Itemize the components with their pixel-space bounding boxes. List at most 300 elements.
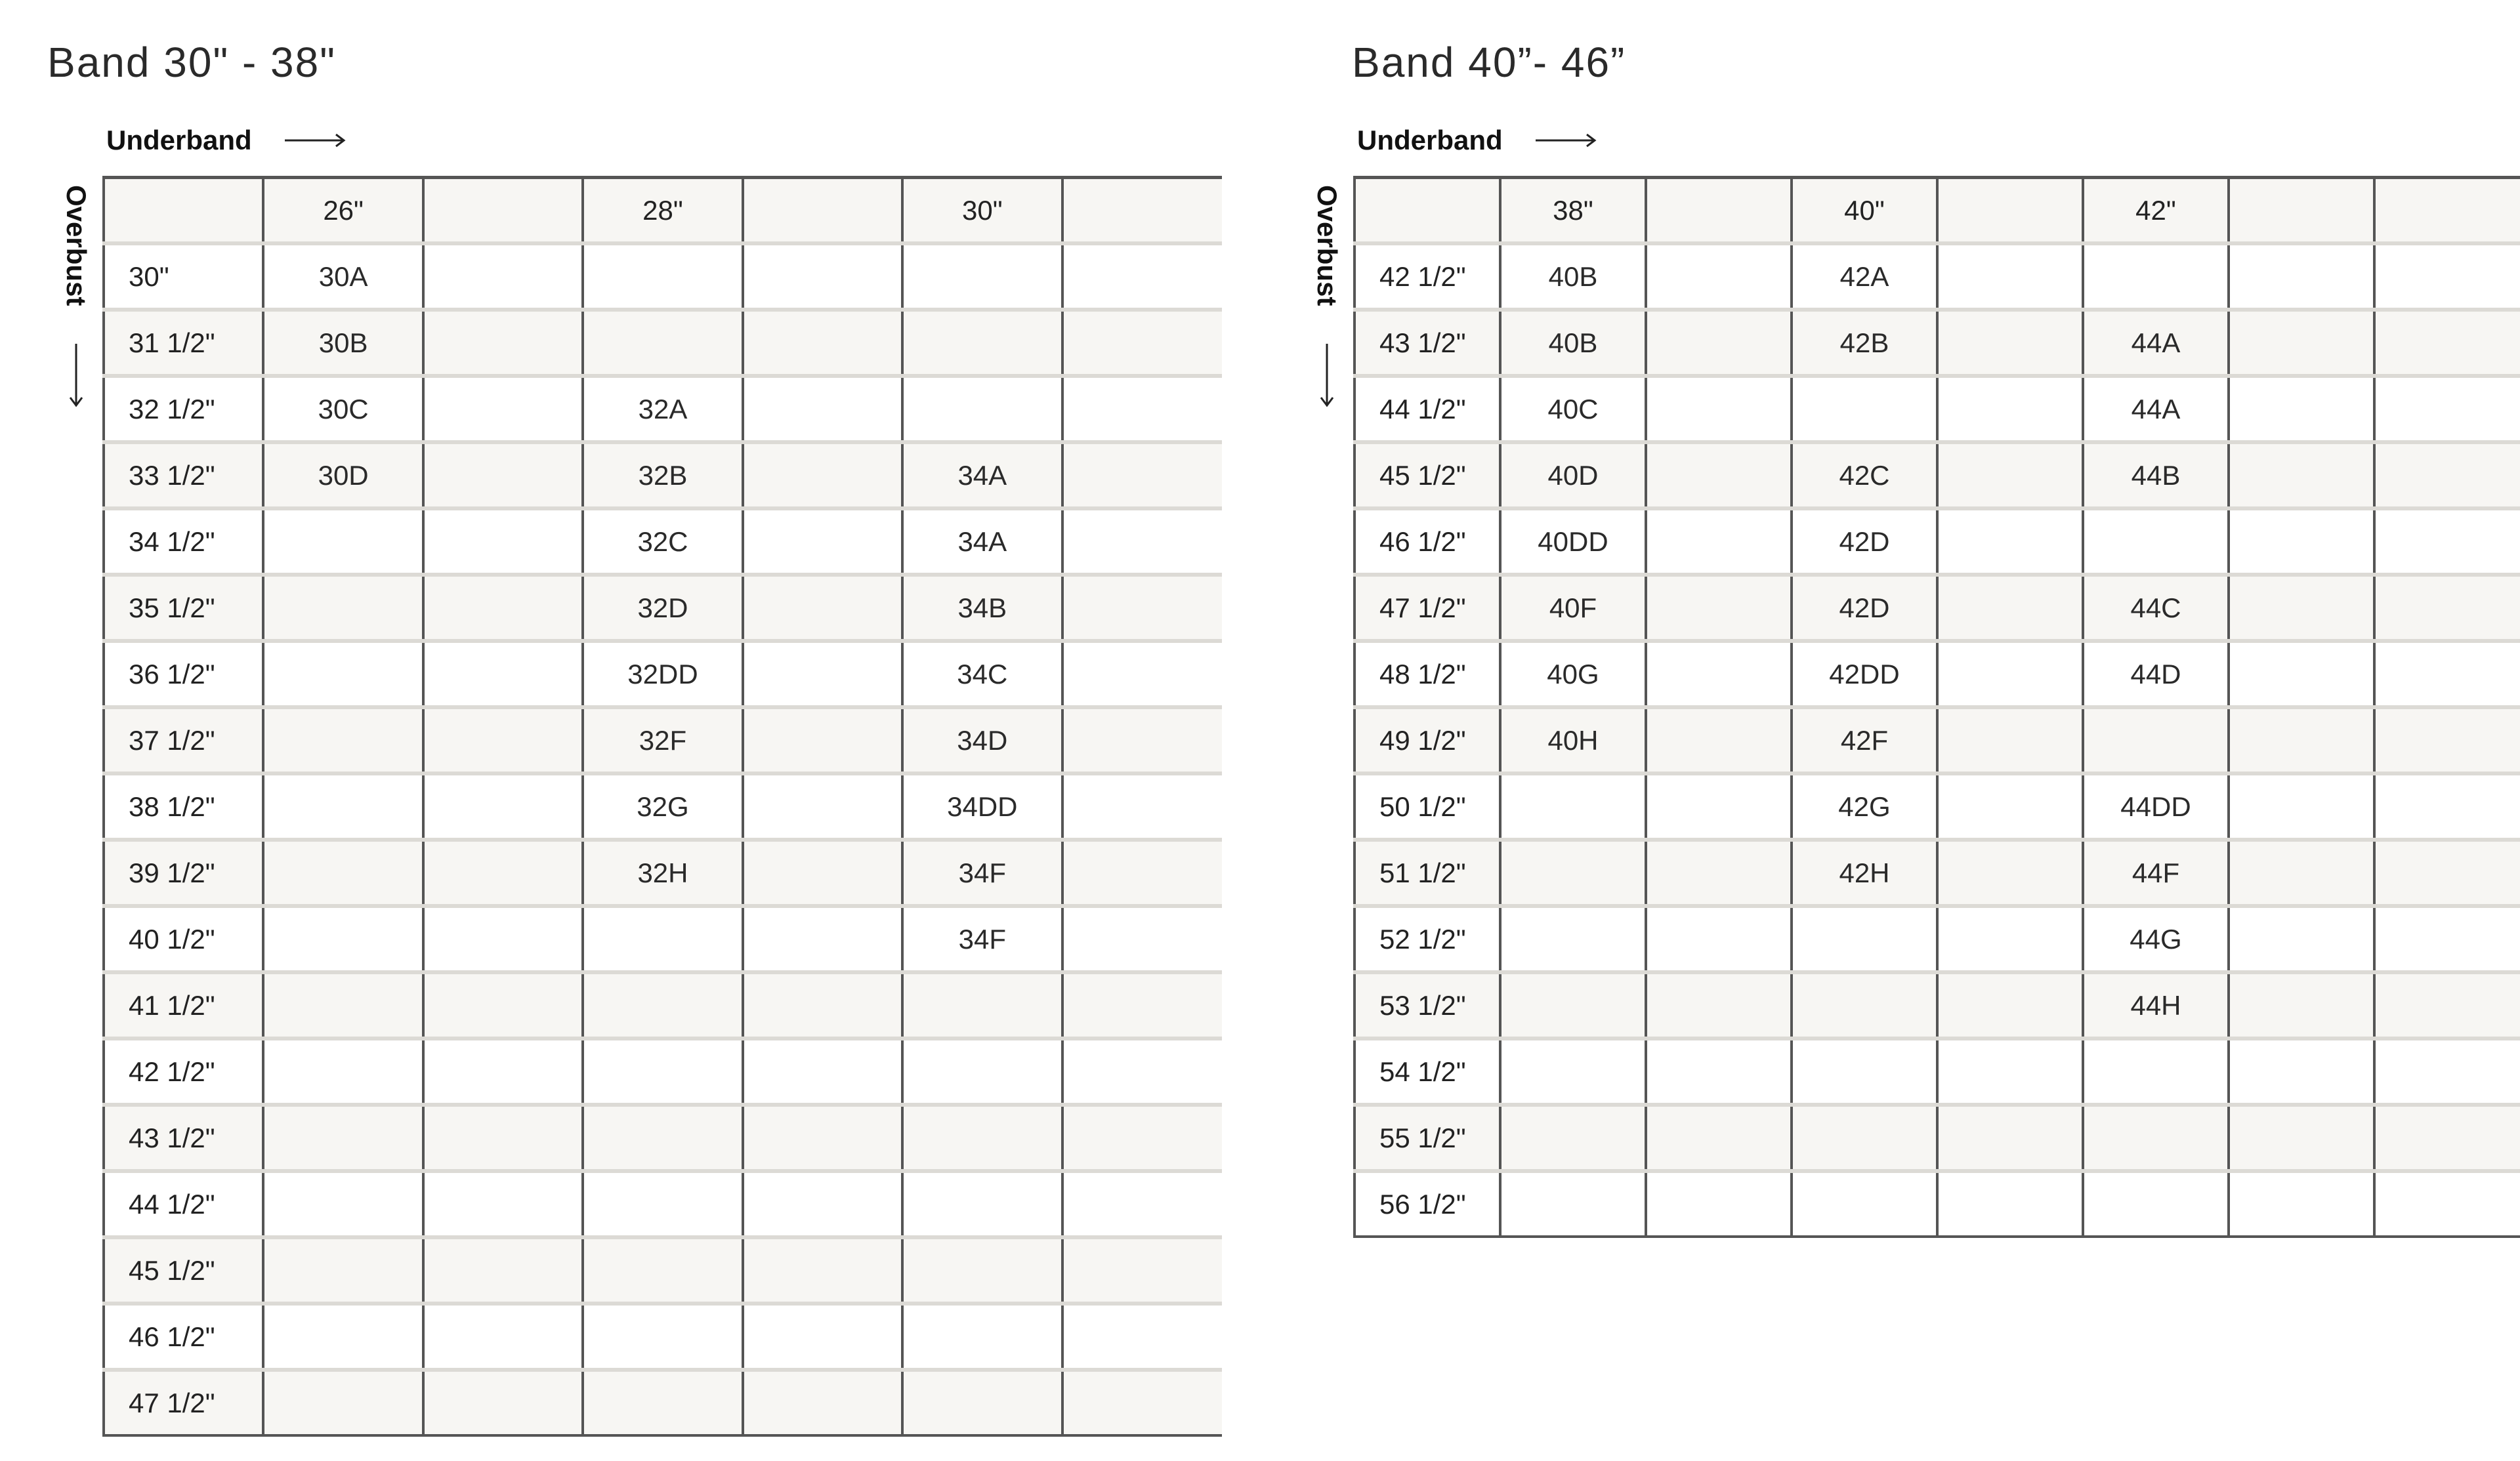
size-cell [583,1171,742,1237]
size-cell: 32C [583,508,742,575]
underband-header-cell [1062,178,1222,244]
size-cell: 30B [263,310,423,376]
underband-axis [106,125,346,156]
size-cell [2374,243,2520,310]
size-cell [1646,840,1792,906]
size-cell [1646,1171,1792,1237]
header-row [104,178,1222,244]
size-cell [423,1039,583,1105]
size-cell: 44B [2083,442,2229,508]
table-row [104,243,1222,310]
size-cell [1500,840,1646,906]
size-cell: 42D [1792,508,1937,575]
size-cell [583,1237,742,1304]
size-cell [1937,1171,2083,1237]
size-cell [743,840,902,906]
size-cell [1062,508,1222,575]
underband-header-cell [2374,178,2520,244]
size-cell [423,906,583,972]
size-cell [2229,376,2374,442]
overbust-axis [1311,185,1343,408]
table-row [104,442,1222,508]
size-cell [1062,243,1222,310]
size-cell [2229,1171,2374,1237]
size-cell [263,1105,423,1171]
size-cell [1646,442,1792,508]
size-cell [1500,773,1646,840]
overbust-row-label: 51 1/2" [1354,840,1500,906]
size-cell [2374,641,2520,707]
size-cell [423,1237,583,1304]
size-cell [902,243,1062,310]
size-cell: 44DD [2083,773,2229,840]
size-cell: 44C [2083,575,2229,641]
size-cell [583,906,742,972]
size-cell [1062,310,1222,376]
size-cell [583,1039,742,1105]
table-row [1354,442,2520,508]
size-cell: 40DD [1500,508,1646,575]
size-cell: 44A [2083,376,2229,442]
overbust-row-label: 44 1/2" [1354,376,1500,442]
size-cell [2229,310,2374,376]
size-cell [1062,1370,1222,1435]
size-cell: 32F [583,707,742,773]
size-cell [743,243,902,310]
size-cell [263,1370,423,1435]
size-cell [1062,1237,1222,1304]
size-cell: 34F [902,840,1062,906]
size-cell [423,972,583,1039]
overbust-row-label: 56 1/2" [1354,1171,1500,1237]
size-cell: 40D [1500,442,1646,508]
size-cell: 34A [902,508,1062,575]
size-cell [1062,1304,1222,1370]
size-cell: 34D [902,707,1062,773]
size-cell [1937,310,2083,376]
size-cell: 34C [902,641,1062,707]
overbust-row-label: 45 1/2" [104,1237,263,1304]
size-cell [1062,707,1222,773]
overbust-row-label: 39 1/2" [104,840,263,906]
size-cell [263,773,423,840]
size-cell [583,1105,742,1171]
underband-label: Underband [106,125,252,155]
size-cell [1937,1039,2083,1105]
overbust-label: Overbust [1312,185,1343,306]
table-row [1354,575,2520,641]
size-cell: 44H [2083,972,2229,1039]
size-cell: 42H [1792,840,1937,906]
size-cell [1937,376,2083,442]
underband-header-cell: 42" [2083,178,2229,244]
size-cell [743,442,902,508]
size-cell: 40H [1500,707,1646,773]
size-cell: 40C [1500,376,1646,442]
table-row [1354,773,2520,840]
size-cell [2374,1105,2520,1171]
size-cell: 32H [583,840,742,906]
size-cell [743,508,902,575]
size-cell [1062,1171,1222,1237]
size-cell [743,575,902,641]
table-row [104,972,1222,1039]
table-row [104,310,1222,376]
size-cell [263,575,423,641]
overbust-row-label: 48 1/2" [1354,641,1500,707]
size-cell [2374,1039,2520,1105]
size-cell [1646,1039,1792,1105]
underband-axis [1357,125,1597,156]
size-cell [1646,575,1792,641]
table-row [1354,1171,2520,1237]
size-cell [2083,707,2229,773]
size-cell: 42C [1792,442,1937,508]
size-cell [263,1171,423,1237]
size-cell [1062,641,1222,707]
size-cell [263,906,423,972]
size-cell: 30D [263,442,423,508]
size-cell [2374,508,2520,575]
size-cell [263,840,423,906]
size-cell [743,1304,902,1370]
size-cell: 32B [583,442,742,508]
size-cell [902,1237,1062,1304]
size-cell [1646,906,1792,972]
size-cell [583,310,742,376]
size-cell [902,1171,1062,1237]
size-cell [1500,1039,1646,1105]
overbust-row-label: 37 1/2" [104,707,263,773]
size-cell [423,1171,583,1237]
size-cell [902,1370,1062,1435]
size-cell [2374,575,2520,641]
size-cell [2374,376,2520,442]
size-cell: 42DD [1792,641,1937,707]
size-cell: 42D [1792,575,1937,641]
size-cell: 40B [1500,243,1646,310]
overbust-row-label: 45 1/2" [1354,442,1500,508]
size-cell [423,1105,583,1171]
arrow-right-icon [1534,133,1597,148]
size-cell [2229,773,2374,840]
size-cell [1500,1171,1646,1237]
table-row [1354,906,2520,972]
size-cell [1500,906,1646,972]
underband-header-cell [743,178,902,244]
size-cell [1792,376,1937,442]
size-cell [263,972,423,1039]
size-cell [902,1039,1062,1105]
overbust-row-label: 42 1/2" [104,1039,263,1105]
size-cell: 34A [902,442,1062,508]
overbust-row-label: 30" [104,243,263,310]
arrow-right-icon [284,133,346,148]
size-cell [2229,906,2374,972]
size-cell: 34F [902,906,1062,972]
size-cell: 44A [2083,310,2229,376]
size-cell: 32G [583,773,742,840]
size-cell [263,1304,423,1370]
corner-cell [1354,178,1500,244]
table-row [104,773,1222,840]
size-cell [1792,1171,1937,1237]
size-cell [1937,1105,2083,1171]
size-cell [2083,508,2229,575]
size-cell [583,1370,742,1435]
size-cell [583,243,742,310]
table-row [104,707,1222,773]
size-cell [743,1171,902,1237]
overbust-row-label: 35 1/2" [104,575,263,641]
table-row [1354,972,2520,1039]
size-cell [902,310,1062,376]
size-cell [743,972,902,1039]
size-cell [1062,1039,1222,1105]
size-cell [1062,773,1222,840]
corner-cell [104,178,263,244]
size-cell [2229,1039,2374,1105]
underband-header-cell [1937,178,2083,244]
size-cell [263,1039,423,1105]
size-cell [423,1304,583,1370]
size-cell: 32DD [583,641,742,707]
table-row [104,1171,1222,1237]
size-cell [2229,840,2374,906]
size-cell [1062,906,1222,972]
size-cell [2374,442,2520,508]
size-cell [2083,1171,2229,1237]
size-cell [743,1237,902,1304]
size-cell [1646,1105,1792,1171]
overbust-row-label: 41 1/2" [104,972,263,1039]
overbust-row-label: 44 1/2" [104,1171,263,1237]
size-cell [1646,508,1792,575]
size-cell [2229,1105,2374,1171]
table-row [1354,840,2520,906]
overbust-row-label: 47 1/2" [104,1370,263,1435]
table-row [1354,1039,2520,1105]
size-cell [2083,1105,2229,1171]
underband-header-cell: 28" [583,178,742,244]
size-cell [2374,972,2520,1039]
overbust-row-label: 42 1/2" [1354,243,1500,310]
size-cell [423,442,583,508]
size-cell [1062,442,1222,508]
overbust-row-label: 52 1/2" [1354,906,1500,972]
size-cell: 40F [1500,575,1646,641]
size-cell [902,1304,1062,1370]
size-cell: 42G [1792,773,1937,840]
size-cell [1937,575,2083,641]
overbust-row-label: 43 1/2" [104,1105,263,1171]
size-cell [1792,972,1937,1039]
size-table [1353,176,2520,1238]
size-cell [423,508,583,575]
table-row [1354,1105,2520,1171]
size-cell [263,1237,423,1304]
overbust-row-label: 34 1/2" [104,508,263,575]
size-table [102,176,1222,1437]
overbust-row-label: 49 1/2" [1354,707,1500,773]
size-cell [1792,1039,1937,1105]
table-row [1354,508,2520,575]
overbust-row-label: 50 1/2" [1354,773,1500,840]
size-cell [2229,508,2374,575]
size-cell [743,707,902,773]
size-cell [743,376,902,442]
underband-label: Underband [1357,125,1503,155]
overbust-label: Overbust [61,185,92,306]
table-row [1354,707,2520,773]
size-cell [2374,773,2520,840]
size-cell [2229,707,2374,773]
size-cell: 34DD [902,773,1062,840]
size-cell [2229,972,2374,1039]
size-cell [1062,376,1222,442]
overbust-row-label: 55 1/2" [1354,1105,1500,1171]
underband-header-cell [1646,178,1792,244]
overbust-row-label: 33 1/2" [104,442,263,508]
size-cell [1937,707,2083,773]
overbust-row-label: 46 1/2" [104,1304,263,1370]
table-row [104,1105,1222,1171]
size-cell: 32A [583,376,742,442]
size-cell [1792,906,1937,972]
size-cell: 40G [1500,641,1646,707]
size-cell [1500,1105,1646,1171]
size-cell [2229,575,2374,641]
size-cell: 42F [1792,707,1937,773]
size-cell [423,243,583,310]
overbust-row-label: 40 1/2" [104,906,263,972]
size-cell [902,972,1062,1039]
size-cell: 40B [1500,310,1646,376]
size-cell [1646,972,1792,1039]
size-cell [263,508,423,575]
size-cell [423,376,583,442]
size-cell [1937,840,2083,906]
size-cell [423,773,583,840]
table-row [104,1237,1222,1304]
size-cell [1646,707,1792,773]
overbust-row-label: 36 1/2" [104,641,263,707]
size-cell [1937,243,2083,310]
size-cell [2374,906,2520,972]
size-cell [1646,641,1792,707]
size-cell: 32D [583,575,742,641]
size-cell [743,641,902,707]
underband-header-cell: 40" [1792,178,1937,244]
size-cell [1062,1105,1222,1171]
table-row [1354,243,2520,310]
size-cell [423,707,583,773]
size-cell [743,1105,902,1171]
size-cell [2229,641,2374,707]
underband-header-cell [423,178,583,244]
overbust-axis [60,185,92,408]
size-cell [263,707,423,773]
table-row [104,575,1222,641]
size-cell: 34B [902,575,1062,641]
size-cell [902,1105,1062,1171]
overbust-row-label: 46 1/2" [1354,508,1500,575]
size-cell [263,641,423,707]
size-cell [1646,310,1792,376]
size-cell: 44G [2083,906,2229,972]
size-cell [2083,1039,2229,1105]
underband-header-cell: 30" [902,178,1062,244]
size-cell [583,972,742,1039]
size-cell [1062,972,1222,1039]
size-cell [902,376,1062,442]
underband-header-cell: 38" [1500,178,1646,244]
size-cell: 44F [2083,840,2229,906]
size-cell [1062,840,1222,906]
size-cell [423,575,583,641]
size-cell: 44D [2083,641,2229,707]
header-row [1354,178,2520,244]
size-cell [1646,773,1792,840]
size-cell [1937,906,2083,972]
size-cell [2229,442,2374,508]
size-cell [743,1370,902,1435]
size-cell [2229,243,2374,310]
size-cell [1937,641,2083,707]
overbust-row-label: 43 1/2" [1354,310,1500,376]
table-row [104,508,1222,575]
size-cell [2374,840,2520,906]
underband-header-cell [2229,178,2374,244]
size-cell [743,906,902,972]
size-cell [1062,575,1222,641]
size-cell [2374,1171,2520,1237]
table-row [1354,641,2520,707]
table-row [104,1370,1222,1435]
size-cell: 42A [1792,243,1937,310]
size-cell [743,310,902,376]
table-row [104,906,1222,972]
size-cell: 30C [263,376,423,442]
overbust-row-label: 31 1/2" [104,310,263,376]
table-row [104,840,1222,906]
size-cell [423,641,583,707]
size-cell [423,1370,583,1435]
size-cell: 42B [1792,310,1937,376]
table-row [104,1304,1222,1370]
overbust-row-label: 32 1/2" [104,376,263,442]
size-cell [423,310,583,376]
size-cell: 30A [263,243,423,310]
band-title: Band 40”- 46” [1352,39,1626,86]
size-cell [743,1039,902,1105]
table-row [104,376,1222,442]
size-cell [2083,243,2229,310]
size-cell [2374,310,2520,376]
size-cell [1500,972,1646,1039]
size-cell [743,773,902,840]
size-cell [2374,707,2520,773]
overbust-row-label: 47 1/2" [1354,575,1500,641]
size-cell [423,840,583,906]
table-row [1354,376,2520,442]
arrow-down-icon [1319,342,1335,408]
arrow-down-icon [68,342,84,408]
table-row [104,641,1222,707]
overbust-row-label: 54 1/2" [1354,1039,1500,1105]
size-cell [1792,1105,1937,1171]
size-cell [1646,376,1792,442]
